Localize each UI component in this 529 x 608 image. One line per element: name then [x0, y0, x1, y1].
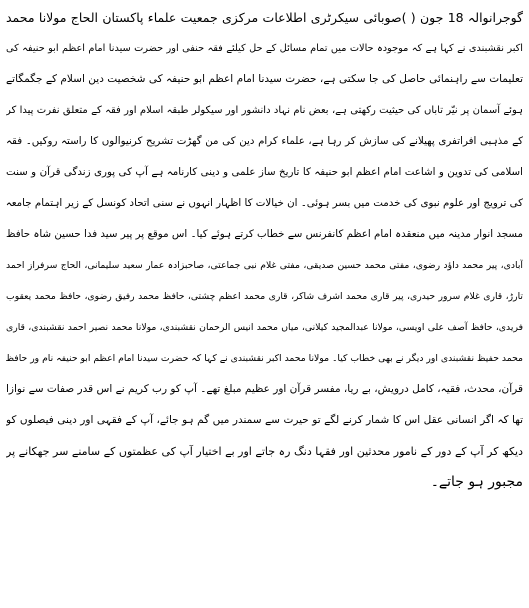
- article-line-7: کی ترویج اور علوم نبوی کی خدمت میں بسر ہوئی۔ ان خیالات کا اظہار انہوں نے سنی اتحاد کونسل کے زیر اہتمام جامعہ: [6, 197, 523, 209]
- article-line-12: محمد حفیظ نقشبندی اور دیگر نے بھی خطاب کیا۔ مولانا محمد اکبر نقشبندی نے کہا کہ حضرت سیدنا امام اعظم ابو حنیفہ نام ور حافظ: [6, 353, 523, 364]
- article-line-2: اکبر نقشبندی نے کہا ہے کہ موجودہ حالات میں تمام مسائل کے حل کیلئے فقہ حنفی اور حضرت سیدنا امام اعظم ابو حنیفہ کی: [6, 43, 523, 54]
- article-line-5: کے مذہبی افراتفری پھیلانے کی سازش کر رہا ہے، علماء کرام دین کی من گھڑت تشریح کرنیوالوں کا راستہ روکیں۔ فقہ: [6, 135, 523, 147]
- article-line-4: ہوئے آسمان پر نیّر تاباں کی حیثیت رکھتی ہے، بعض نام نہاد دانشور اور سیکولر طبقہ اسلام اور فقہ کے متعلق نفرت پیدا کر: [6, 105, 523, 116]
- article-line-16: مجبور ہو جاتے۔: [430, 474, 523, 490]
- article-line-9: آبادی، پیر محمد داؤد رضوی، مفتی محمد حسین صدیقی، مفتی غلام نبی جماعتی، صاحبزادہ عمار سعید سلیمانی، الحاج سرفراز احمد: [6, 260, 523, 271]
- article-line-8: مسجد انوار مدینہ میں منعقدہ امام اعظم کانفرنس سے خطاب کرتے ہوئے کیا۔ اس موقع پر پیر سید فدا حسین شاہ حافظ: [6, 228, 523, 240]
- article-line-14: تھا کہ اگر انسانی عقل اس کا شمار کرنے لگے تو حیرت سے سمندر میں گم ہو جائے، آپ کے فقہی اور دینی فیصلوں کو: [6, 414, 523, 426]
- article-line-6: اسلامی کی تدوین و اشاعت امام اعظم ابو حنیفہ کا تاریخ ساز علمی و دینی کارنامہ ہے آپ کی پوری زندگی قرآن و سنت: [6, 166, 523, 178]
- article-line-10: تارڑ، قاری غلام سرور حیدری، پیر قاری محمد اشرف شاکر، قاری محمد اعظم چشتی، حافظ محمد رفیق رضوی، حافظ محمد یعقوب: [6, 291, 523, 302]
- news-article: [6, 2, 523, 606]
- article-line-3: تعلیمات سے راہنمائی حاصل کی جا سکتی ہے، حضرت سیدنا امام اعظم ابو حنیفہ کی شخصیت دین اسلام کے جگمگاتے: [6, 73, 523, 85]
- article-line-1: گوجرانوالہ 18 جون ( )صوبائی سیکرٹری اطلاعات مرکزی جمعیت علماء پاکستان الحاج مولانا محمد: [6, 10, 523, 25]
- article-line-15: دیکھ کر آپ کے دور کے نامور محدثین اور فقہا دنگ رہ جاتے اور بے اختیار آپ کی عظمتوں کے سامنے سر جھکانے پر: [6, 445, 523, 458]
- article-line-11: فریدی، حافظ آصف علی اویسی، مولانا عبدالمجید کیلانی، میاں محمد انیس الرحمان نقشبندی، مولانا محمد نصیر احمد نقشبندی، قاری: [6, 322, 523, 333]
- article-line-13: قرآن، محدث، فقیہ، کامل درویش، بے ریا، مفسر قرآن اور عظیم مبلغ تھے۔ آپ کو رب کریم نے اس قدر صفات سے نوازا: [6, 383, 523, 395]
